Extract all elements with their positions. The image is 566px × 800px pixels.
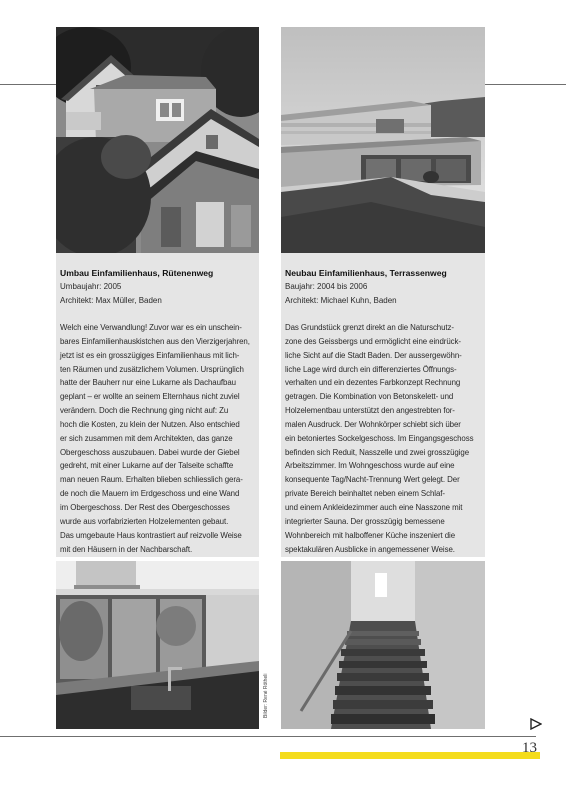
body-line: er sich zusammen mit dem Architekten, das ganze (60, 433, 233, 443)
body-line: zone des Geissbergs und ermöglicht eine eindrück- (285, 336, 461, 346)
body-line: konsequente Tag/Nacht-Trennung Wert gelegt. Der (285, 475, 460, 485)
body-line: Obergeschoss auszubauen. Dabei wurde der Giebel (60, 447, 240, 457)
body-line: man neuen Raum. Erhalten blieben schliesslich gera- (60, 475, 243, 485)
body-line: jetzt ist es ein grosszügiges Einfamilienhaus mit lich- (60, 350, 240, 360)
accent-bar (280, 752, 540, 759)
triangle-right-icon[interactable] (530, 717, 542, 729)
project-meta-year: Umbaujahr: 2005 (60, 282, 122, 291)
photo-house-ruetenenweg (56, 27, 259, 253)
body-line: hatte der Bauherr nur eine Lukarne als Dachaufbau (60, 378, 236, 388)
project-meta-architect: Architekt: Max Müller, Baden (60, 296, 162, 305)
bottom-rule (0, 736, 536, 737)
photo-house-terrassenweg (281, 27, 485, 253)
project-text-ruetenenweg (56, 253, 259, 557)
project-meta-year: Baujahr: 2004 bis 2006 (285, 282, 368, 291)
body-line: und einem Ankleidezimmer auch eine Nasszone mit (285, 502, 463, 512)
photo-credit: Bilder: René Rötheli (263, 673, 269, 718)
body-line: Wohnbereich mit halboffener Küche inszeniert die (285, 530, 456, 540)
body-line: Welch eine Verwandlung! Zuvor war es ein unschein- (60, 323, 242, 332)
photo-kitchen-interior (56, 561, 259, 729)
project-description (285, 321, 481, 556)
body-line: hoch die Kosten, zu klein der Nutzen. Also entschied (60, 419, 240, 429)
body-line: getragen. Die Kombination von Betonskelett- und (285, 392, 454, 402)
body-line: integrierter Sauna. Der grosszügig bemessene (285, 516, 445, 526)
body-line: liche Sicht auf die Stadt Baden. Der aussergewöhn- (285, 350, 462, 360)
body-line: befinden sich Reduit, Nasszelle und zwei grosszügige (285, 447, 470, 457)
project-title: Umbau Einfamilienhaus, Rütenenweg (60, 268, 214, 278)
project-text-terrassenweg (281, 253, 485, 557)
project-description (60, 321, 255, 556)
body-line: im Obergeschoss. Der Rest des Obergeschosses (60, 502, 230, 512)
body-line: Das Grundstück grenzt direkt an die Naturschutz- (285, 323, 454, 332)
body-line: de noch die Mauern im Erdgeschoss und eine Wand (60, 489, 240, 499)
body-line: Arbeitszimmer. Im Wohngeschoss wurde auf eine (285, 461, 455, 471)
project-meta-architect: Architekt: Michael Kuhn, Baden (285, 296, 397, 305)
photo-staircase (281, 561, 485, 729)
body-line: Holzelementbau unterstützt den angestrebten for- (285, 406, 455, 416)
body-line: geplant – er wollte an seinem Elternhaus nicht zuviel (60, 392, 240, 402)
body-line: wurde aus vorfabrizierten Holzelementen gebaut. (60, 516, 229, 526)
body-line: gedreht, mit einer Lukarne auf der Talseite schaffte (60, 461, 234, 471)
body-line: private Bereich beinhaltet neben einem Schlaf- (285, 489, 445, 499)
top-rule-right (484, 84, 566, 85)
page-number: 13 (522, 740, 537, 756)
body-line: Das umgebaute Haus kontrastiert auf reizvolle Weise (60, 530, 242, 540)
body-line: malen Ausdruck. Der Wohnkörper schiebt sich über (285, 419, 461, 429)
body-line: ein betoniertes Sockelgeschoss. Im Eingangsgeschoss (285, 433, 474, 443)
body-line: verändern. Doch die Rechnung ging nicht auf: Zu (60, 406, 229, 416)
top-rule-left (0, 84, 56, 85)
body-line: mit den Häusern in der Nachbarschaft. (60, 544, 193, 554)
body-line: spektakulären Ausblicke in angemessener Weise. (285, 544, 455, 554)
body-line: ten Räumen und zusätzlichem Volumen. Ursprünglich (60, 364, 244, 374)
project-title: Neubau Einfamilienhaus, Terrassenweg (285, 268, 447, 278)
body-line: bares Einfamilienhauskistchen aus den Vierzigerjahren, (60, 336, 250, 346)
body-line: verhalten und ein dezentes Farbkonzept Rechnung (285, 378, 461, 388)
body-line: liche Lage wird durch ein differenziertes Öffnungs- (285, 364, 457, 374)
